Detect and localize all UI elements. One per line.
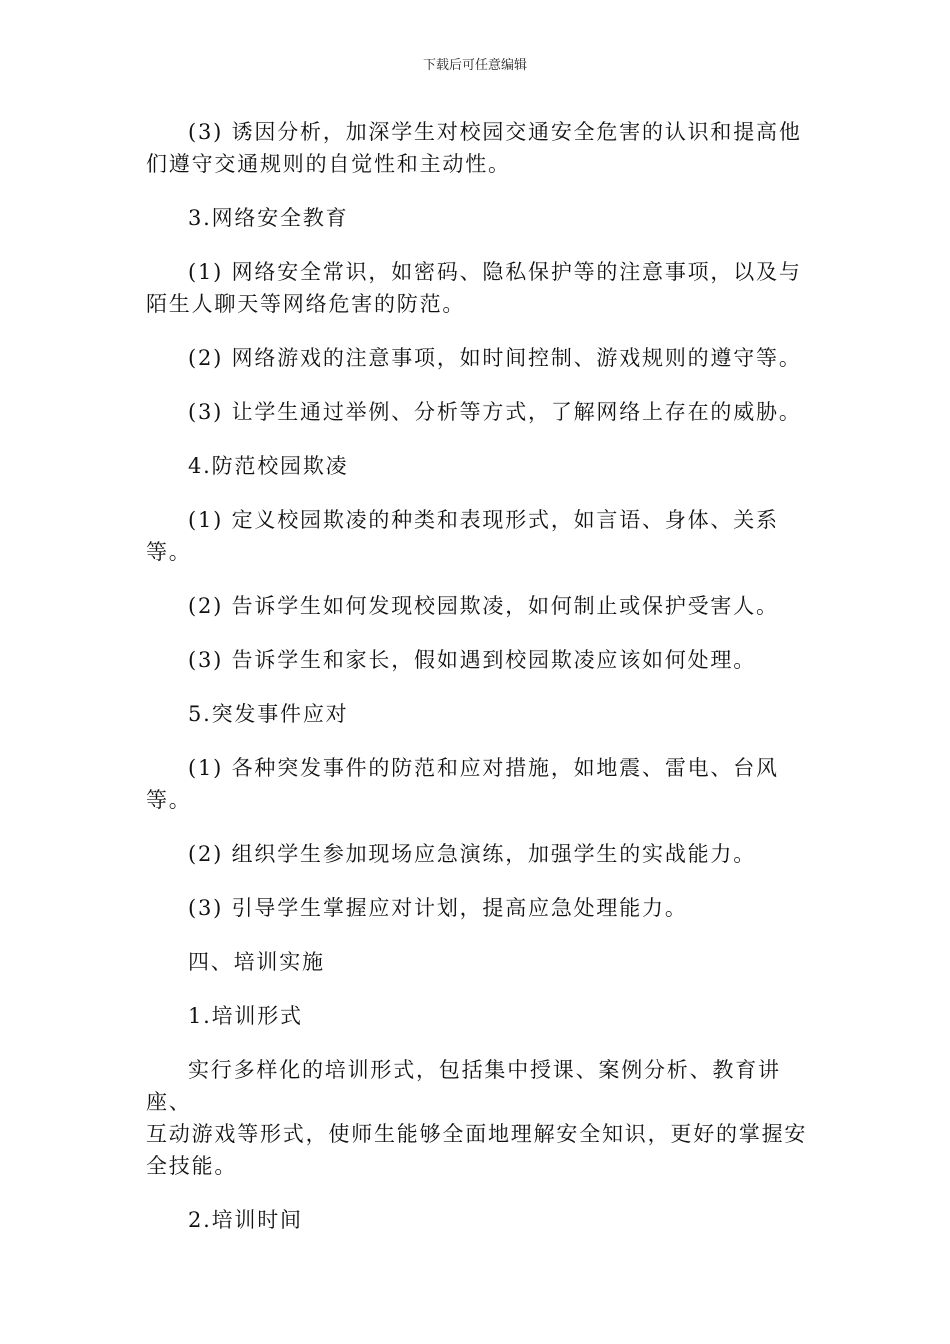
paragraph-network-1: (1) 网络安全常识，如密码、隐私保护等的注意事项，以及与 陌生人聊天等网络危害的防范。	[146, 260, 802, 316]
paragraph-emergency-3: (3) 引导学生掌握应对计划，提高应急处理能力。	[188, 896, 688, 920]
paragraph-emergency-1: (1) 各种突发事件的防范和应对措施，如地震、雷电、台风等。	[146, 756, 779, 812]
section-heading-training-format: 1.培训形式	[188, 1004, 303, 1028]
paragraph-bullying-1: (1) 定义校园欺凌的种类和表现形式，如言语、身体、关系等。	[146, 508, 779, 564]
section-heading-training-time: 2.培训时间	[188, 1208, 303, 1232]
paragraph-emergency-2: (2) 组织学生参加现场应急演练，加强学生的实战能力。	[188, 842, 757, 866]
paragraph-bullying-2: (2) 告诉学生如何发现校园欺凌，如何制止或保护受害人。	[188, 594, 779, 618]
document-body	[146, 116, 816, 1258]
chapter-heading-training-implementation: 四、培训实施	[188, 950, 325, 974]
paragraph-training-format: 实行多样化的培训形式，包括集中授课、案例分析、教育讲座、 互动游戏等形式，使师生能够全面地理解安全知识，更好的掌握安 全技能。	[146, 1058, 808, 1178]
section-heading-network-safety: 3.网络安全教育	[188, 206, 349, 230]
paragraph-network-2: (2) 网络游戏的注意事项，如时间控制、游戏规则的遵守等。	[188, 346, 802, 370]
paragraph-traffic-3: (3) 诱因分析，加深学生对校园交通安全危害的认识和提高他 们遵守交通规则的自觉性和主动性。	[146, 120, 802, 176]
paragraph-bullying-3: (3) 告诉学生和家长，假如遇到校园欺凌应该如何处理。	[188, 648, 757, 672]
section-heading-emergency: 5.突发事件应对	[188, 702, 349, 726]
page-header: 下载后可任意编辑	[422, 58, 527, 73]
paragraph-network-3: (3) 让学生通过举例、分析等方式，了解网络上存在的威胁。	[188, 400, 802, 424]
section-heading-anti-bullying: 4.防范校园欺凌	[188, 454, 349, 478]
